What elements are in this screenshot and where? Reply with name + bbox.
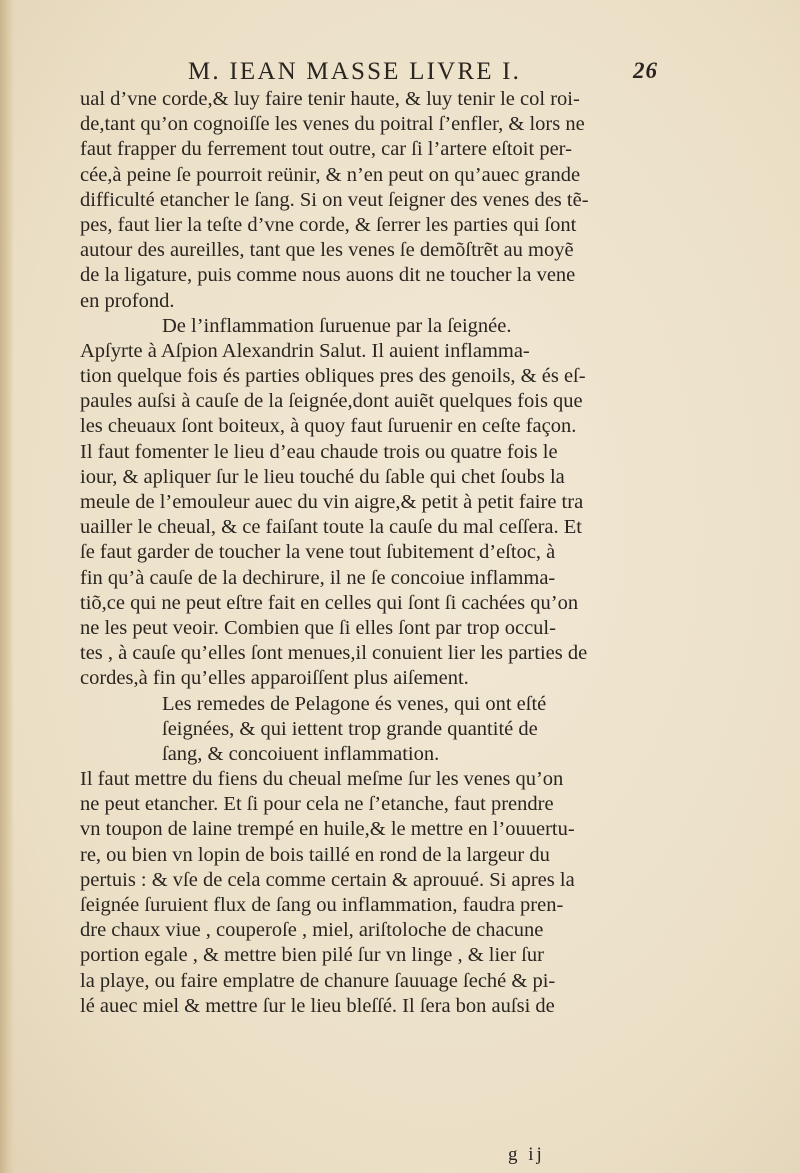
text-line: fin qu’à cauſe de la dechirure, il ne ſe concoiue inflamma-	[80, 566, 556, 589]
text-line: paules auſsi à cauſe de la ſeignée,dont auiẽt quelques fois que	[80, 390, 583, 413]
text-line: ne les peut veoir. Combien que ſi elles ſont par trop occul-	[80, 616, 556, 639]
signature-mark: g ij	[508, 1144, 545, 1165]
text-line: cordes,à fin qu’elles apparoiſſent plus aiſement.	[80, 667, 469, 690]
text-line: pes, faut lier la teſte d’vne corde, & ſerrer les parties qui ſont	[80, 213, 577, 236]
text-line: vn toupon de laine trempé en huile,& le mettre en l’ouuertu-	[80, 818, 575, 841]
running-title: M. IEAN MASSE LIVRE I.	[188, 58, 522, 85]
text-line: tes , à cauſe qu’elles ſont menues,il conuient lier les parties de	[80, 642, 588, 665]
section-heading-line: Les remedes de Pelagone és venes, qui ont eſté	[162, 692, 547, 715]
text-line: dre chaux viue , couperoſe , miel, ariſtoloche de chacune	[80, 919, 544, 942]
text-line: faut frapper du ferrement tout outre, car ſi l’artere eſtoit per-	[80, 138, 572, 161]
text-line: iour, & apliquer ſur le lieu touché du ſable qui chet ſoubs la	[80, 465, 565, 488]
text-line: Apſyrte à Aſpion Alexandrin Salut. Il auient inflamma-	[80, 339, 530, 362]
text-line: de la ligature, puis comme nous auons dit ne toucher la vene	[80, 264, 576, 287]
text-line: autour des aureilles, tant que les venes ſe demõſtrẽt au moyẽ	[80, 239, 574, 262]
text-line: meule de l’emouleur auec du vin aigre,& petit à petit faire tra	[80, 491, 584, 513]
section-heading-line: ſeignées, & qui iettent trop grande quantité de	[162, 717, 538, 740]
page-number: 26	[633, 58, 658, 83]
text-line: en profond.	[80, 289, 175, 312]
text-line: ſe faut garder de toucher la vene tout ſubitement d’eſtoc, à	[80, 541, 556, 564]
text-line: ual d’vne corde,& luy faire tenir haute, & luy tenir le col roi-	[80, 88, 580, 110]
text-line: tion quelque fois és parties obliques pres des genoils, & és eſ-	[80, 365, 586, 388]
text-line: tiõ,ce qui ne peut eſtre fait en celles qui ſont ſi cachées qu’on	[80, 591, 579, 614]
text-line: difficulté etancher le ſang. Si on veut ſeigner des venes des tẽ-	[80, 188, 589, 211]
text-line: portion egale , & mettre bien pilé ſur vn linge , & lier ſur	[80, 944, 544, 967]
text-line: cée,à peine ſe pourroit reünir, & n’en peut on qu’auec grande	[80, 163, 581, 186]
text-line: les cheuaux ſont boiteux, à quoy faut ſuruenir en ceſte façon.	[80, 415, 577, 438]
text-line: Il faut mettre du fiens du cheual meſme ſur les venes qu’on	[80, 768, 564, 791]
text-line: de,tant qu’on cognoiſſe les venes du poitral ſ’enfler, & lors ne	[80, 113, 585, 136]
text-line: ſeignée ſuruient flux de ſang ou inflammation, faudra pren-	[80, 894, 564, 916]
text-line: la playe, ou faire emplatre de chanure ſauuage ſeché & pi-	[80, 969, 556, 992]
page-binding-edge	[0, 0, 14, 1173]
text-line: Il faut fomenter le lieu d’eau chaude trois ou quatre fois le	[80, 440, 558, 463]
section-heading-line: ſang, & concoiuent inflammation.	[162, 742, 440, 765]
text-line: re, ou bien vn lopin de bois taillé en rond de la largeur du	[80, 843, 550, 866]
body-text	[80, 87, 668, 1019]
section-heading: De l’inflammation ſuruenue par la ſeignée.	[162, 314, 512, 337]
text-line: lé auec miel & mettre ſur le lieu bleſſé. Il ſera bon auſsi de	[80, 994, 555, 1017]
text-line: pertuis : & vſe de cela comme certain & aprouué. Si apres la	[80, 868, 575, 891]
text-line: ne peut etancher. Et ſi pour cela ne ſ’etanche, faut prendre	[80, 793, 554, 816]
text-line: uailler le cheual, & ce faiſant toute la cauſe du mal ceſſera. Et	[80, 516, 582, 539]
